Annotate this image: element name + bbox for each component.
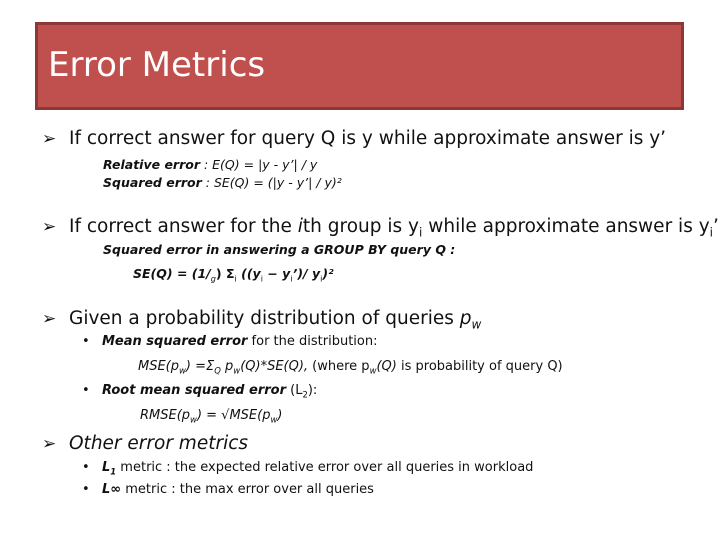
bullet-text: Given a probability distribution of queries [69, 308, 460, 329]
group-by-label [103, 242, 455, 257]
mse-item [82, 334, 378, 349]
formula-part: ) [277, 408, 283, 423]
squared-error-label: Squared error [103, 175, 202, 190]
bullet-text: Other error metrics [69, 433, 249, 454]
title-bar [35, 22, 684, 110]
rmse-item [82, 383, 317, 400]
squared-error-formula: : SE(Q) = (|y - y’| / y)² [201, 175, 342, 190]
mse-label: Mean squared error [102, 334, 248, 349]
formula-sub-i: i [234, 273, 237, 284]
formula-part: ’)/ y [292, 266, 321, 281]
subscript-2: 2 [302, 389, 308, 400]
subscript-q: Q [214, 365, 221, 376]
rmse-label: Root mean squared error [102, 383, 286, 398]
dot-bullet-icon: • [82, 482, 90, 497]
formula-sqrt: ) = √MSE(p [196, 408, 271, 423]
bullet-other-metrics [42, 433, 248, 454]
dot-bullet-icon: • [82, 334, 90, 349]
formula-part: (Q)*SE(Q), [240, 359, 309, 374]
mse-formula [138, 359, 563, 376]
formula-note: (Q) [376, 359, 397, 374]
relative-error-label: Relative error [103, 157, 200, 172]
formula-part: − y [262, 266, 291, 281]
rmse-rest: (L [286, 383, 303, 398]
formula-sub-i: i [320, 273, 323, 284]
formula-part: RMSE(p [140, 408, 191, 423]
formula-note: (where p [308, 359, 370, 374]
linf-label: L∞ [102, 482, 122, 497]
formula-sigma: ) =Σ [185, 359, 215, 374]
dot-bullet-icon: • [82, 460, 90, 475]
l1-label: L [102, 460, 111, 475]
formula-sub-i: i [290, 273, 293, 284]
formula-part: ((y [236, 266, 261, 281]
rmse-rest: ): [307, 383, 318, 398]
bullet-text: If correct answer for query Q is y while approximate answer is y’ [69, 128, 667, 149]
ith-italic: i [297, 216, 303, 237]
arrow-bullet-icon: ➢ [42, 217, 57, 237]
formula-sub-g: g [210, 273, 216, 284]
relative-error-line [103, 157, 317, 172]
arrow-bullet-icon: ➢ [42, 129, 57, 149]
dot-bullet-icon: • [82, 383, 90, 398]
subscript-w: w [190, 414, 197, 425]
l1-rest: metric : the expected relative error over all queries in workload [116, 460, 534, 475]
l1-item [82, 460, 533, 477]
subscript-i: i [419, 225, 423, 240]
arrow-bullet-icon: ➢ [42, 434, 57, 454]
bullet-group-definition [42, 216, 719, 240]
mse-rest: for the distribution: [247, 334, 378, 349]
subscript-w: w [233, 365, 241, 376]
subscript-w: w [270, 414, 278, 425]
group-by-label-text: Squared error in answering a GROUP BY query Q : [103, 242, 456, 257]
subscript-i: i [709, 225, 714, 240]
formula-part: SE(Q) = (1/ [133, 266, 211, 281]
subscript-w: w [179, 365, 186, 376]
rmse-formula [140, 408, 282, 425]
group-by-formula [133, 266, 334, 284]
bullet-distribution [42, 308, 481, 332]
arrow-bullet-icon: ➢ [42, 309, 57, 329]
formula-part: MSE(p [138, 359, 180, 374]
squared-error-line [103, 175, 342, 190]
formula-note: is probability of query Q) [396, 359, 563, 374]
bullet-query-definition [42, 128, 666, 149]
bullet-text-pre: If correct answer for the [69, 216, 298, 237]
linf-rest: metric : the max error over all queries [121, 482, 374, 497]
prime-mark: ’ [713, 216, 719, 237]
bullet-text-post: while approximate answer is y [422, 216, 710, 237]
formula-sigma: ) Σ [215, 266, 235, 281]
relative-error-formula: : E(Q) = |y - y’| / y [200, 157, 318, 172]
pw-italic: p [459, 308, 472, 329]
formula-sub-i: i [260, 273, 263, 284]
subscript-w: w [471, 317, 482, 332]
bullet-text-mid: th group is y [302, 216, 419, 237]
subscript-w: w [369, 365, 377, 376]
formula-part: )² [322, 266, 334, 281]
slide-title: Error Metrics [48, 45, 266, 85]
subscript-1: 1 [110, 466, 117, 477]
formula-part: p [220, 359, 234, 374]
linf-item [82, 482, 374, 497]
